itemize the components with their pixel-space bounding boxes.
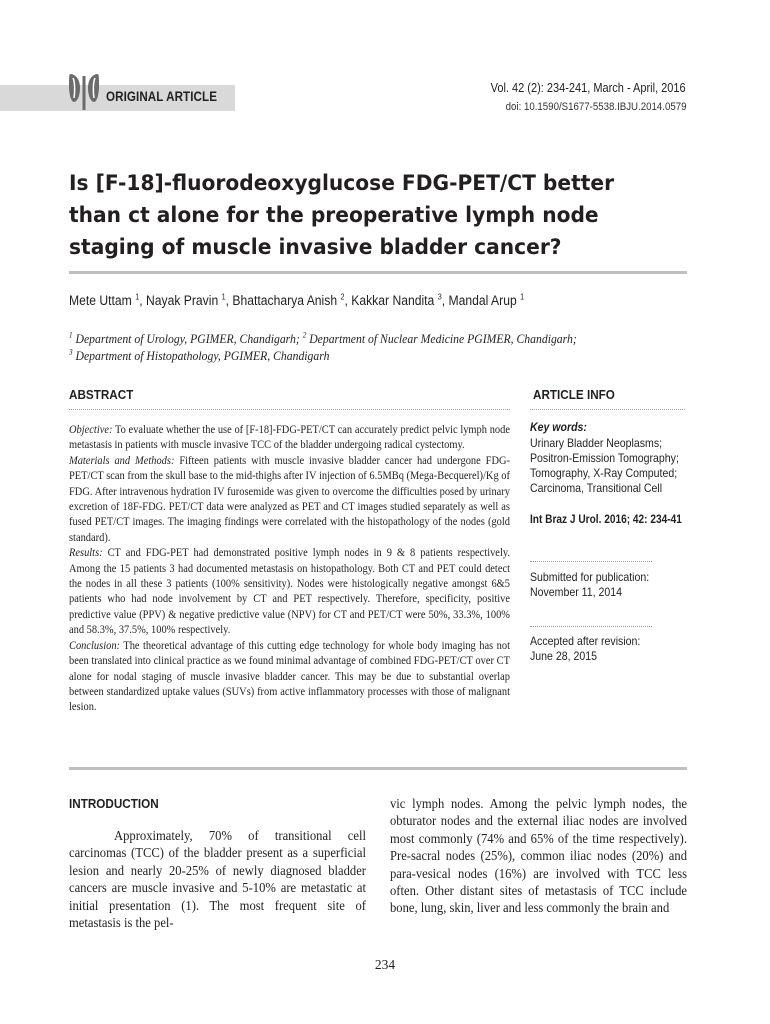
journal-citation: Int Braz J Urol. 2016; 42: 234-41 [530, 514, 682, 526]
keyword-item[interactable]: Carcinoma, Transitional Cell [530, 481, 663, 495]
affiliation-mark: 1 [69, 330, 73, 340]
info-divider [530, 626, 652, 627]
author-name: Mete Uttam [69, 293, 132, 308]
objective-label: Objective: [69, 423, 113, 436]
affiliation-nuclear-medicine: Department of Nuclear Medicine PGIMER, Chandigarh; [309, 331, 577, 346]
keyword-item[interactable]: Urinary Bladder Neoplasms; [530, 436, 663, 450]
author-name: Nayak Pravin [145, 293, 219, 308]
abstract-results [69, 545, 510, 637]
conclusion-text: The theoretical advantage of this cutting edge technology for whole body imaging has not been translated into clinical practice as we found minimal advantage of combined FDG-PET/CT over CT alone for nodal staging of muscle invasive bladder cancer. This may be due to substantial overlap between standardized uptake values (SUVs) from active inflammatory processes with those of malignant lesion. [69, 638, 511, 714]
journal-logo-icon [66, 72, 102, 112]
abstract-heading: ABSTRACT [69, 387, 134, 402]
info-divider [530, 561, 652, 562]
keywords-list [530, 436, 684, 496]
abstract-body [69, 422, 510, 715]
page-number: 234 [374, 957, 396, 972]
introduction-right-column: vic lymph nodes. Among the pelvic lymph nodes, the obturator nodes and the external iliac nodes are involved most commonly (74% and 65% of the time respectively). Pre-sacral nodes (25%), common iliac nodes (20%) and para-vesical nodes (16%) are involved with TCC less often. Other distant sites of metastasis of TCC include bone, lung, skin, liver and less commonly the brain and [390, 797, 687, 917]
title-divider [69, 271, 687, 274]
author-affiliation-mark: 1 [135, 292, 140, 302]
doi-link[interactable]: doi: 10.1590/S1677-5538.IBJU.2014.0579 [505, 101, 686, 113]
keywords-label: Key words: [530, 420, 587, 434]
acceptance-info [530, 634, 684, 664]
results-text: CT and FDG-PET had demonstrated positive lymph nodes in 9 & 8 patients respectively. Among the 15 patients 3 had documented metastasis on histopathology. Both CT and PET could detect the nodes in all these 3 patients (100% sensitivity). Nodes were histologically negative amongst 6&5 patients who had node involvement by CT and PET respectively. Therefore, specificity, positive predictive value (PPV) & negative predictive value (NPV) for CT and PET/CT were 50%, 33.3%, 100% and 58.3%, 37.5%, 100% respectively. [69, 546, 510, 637]
affiliation-urology: Department of Urology, PGIMER, Chandigarh; [75, 331, 303, 346]
abstract-methods [69, 453, 510, 545]
abstract-objective [69, 422, 510, 453]
author-affiliation-mark: 1 [520, 292, 525, 302]
affiliations-line-2 [69, 348, 681, 364]
submission-info [530, 570, 684, 600]
conclusion-label: Conclusion: [69, 638, 121, 652]
results-label: Results: [69, 546, 103, 560]
section-label: ORIGINAL ARTICLE [106, 89, 218, 104]
affiliation-mark: 3 [69, 347, 73, 357]
methods-label: Materials and Methods: [69, 453, 175, 467]
article-title: Is [F-18]-fluorodeoxyglucose FDG-PET/CT better than ct alone for the preoperative lymph node staging of muscle invasive bladder cancer? [69, 171, 615, 260]
submitted-label: Submitted for publication: [530, 570, 650, 584]
introduction-left-column: Approximately, 70% of transitional cell carcinomas (TCC) of the bladder present as a superficial lesion and nearly 20-25% of newly diagnosed bladder cancers are muscle invasive and 5-10% are metastatic at initial presentation (1). The most frequent site of metastasis is the pel- [69, 829, 366, 932]
abstract-divider [69, 409, 510, 410]
author-name: Mandal Arup [448, 293, 517, 308]
author-affiliation-mark: 2 [340, 292, 345, 302]
author-name: Kakkar Nandita [351, 293, 435, 308]
volume-info: Vol. 42 (2): 234-241, March - April, 2016 [490, 81, 686, 95]
submitted-date: November 11, 2014 [530, 585, 622, 599]
objective-text: To evaluate whether the use of [F-18]-FDG-PET/CT can accurately predict pelvic lymph node metastasis in patients with muscle invasive TCC of the bladder undergoing radical cystectomy. [69, 423, 510, 452]
author-name: Bhattacharya Anish [232, 293, 338, 308]
keyword-item[interactable]: Tomography, X-Ray Computed; [530, 466, 678, 480]
author-affiliation-mark: 1 [221, 292, 226, 302]
methods-text: Fifteen patients with muscle invasive bladder cancer had undergone FDG-PET/CT scan from the skull base to the mid-thighs after IV injection of 6.5MBq (Mega-Becquerel)/Kg of FDG. After intravenous hydration IV furosemide was given to overcome the difficulties posed by urinary excretion of 18F-FDG. PET/CT data were analyzed as PET and CT images studied separately as well as fused PET/CT images. The imaging findings were correlated with the histopathology of the nodes (gold standard). [69, 453, 510, 544]
affiliations-line-1 [69, 331, 681, 347]
section-divider [69, 767, 687, 770]
article-info-divider [530, 409, 685, 410]
abstract-conclusion [69, 638, 510, 715]
accepted-date: June 28, 2015 [530, 649, 597, 663]
article-info-heading: ARTICLE INFO [533, 387, 615, 402]
author-list: Mete Uttam $^1$, Nayak Pravin $^1$, Bhattacharya Anish $^2$, Kakkar Nandita $^3$, Mandal Arup $^1$ [69, 292, 525, 308]
keyword-item[interactable]: Positron-Emission Tomography; [530, 451, 679, 465]
introduction-heading: INTRODUCTION [69, 796, 159, 811]
author-affiliation-mark: 3 [437, 292, 442, 302]
affiliation-histopathology: Department of Histopathology, PGIMER, Chandigarh [75, 348, 330, 363]
affiliation-mark: 2 [302, 330, 307, 340]
accepted-label: Accepted after revision: [530, 634, 641, 648]
